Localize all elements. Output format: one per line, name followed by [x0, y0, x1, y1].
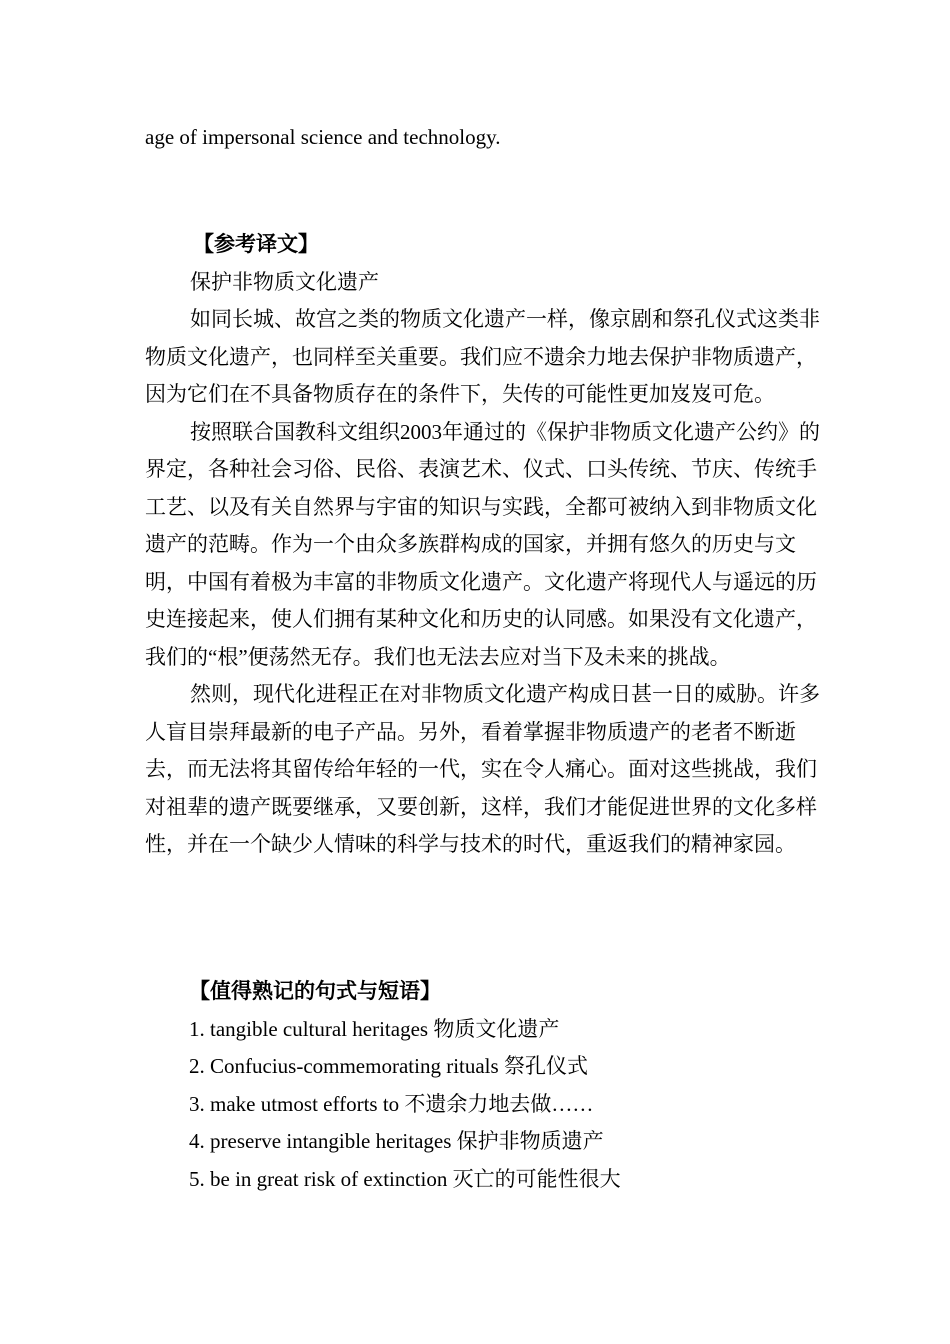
english-text-tail: age of impersonal science and technology. [145, 125, 501, 149]
phrase-item: 4. preserve intangible heritages 保护非物质遗产 [189, 1129, 604, 1153]
phrase-item: 2. Confucius-commemorating rituals 祭孔仪式 [189, 1054, 588, 1078]
phrase-item: 1. tangible cultural heritages 物质文化遗产 [189, 1016, 560, 1041]
translation-section [145, 226, 825, 864]
phrases-heading: 【值得熟记的句式与短语】 [189, 979, 441, 1003]
translation-heading: 【参考译文】 [193, 232, 319, 256]
translation-paragraph-1: 如同长城、故宫之类的物质文化遗产一样，像京剧和祭孔仪式这类非物质文化遗产，也同样至关重要。我们应不遗余力地去保护非物质遗产，因为它们在不具备物质存在的条件下，失传的可能性更加岌岌可危。 [145, 307, 820, 406]
translation-paragraph-3: 然则，现代化进程正在对非物质文化遗产构成日甚一日的威胁。许多人盲目崇拜最新的电子产品。另外，看着掌握非物质遗产的老者不断逝去，而无法将其留传给年轻的一代，实在令人痛心。面对这些挑战，我们对祖辈的遗产既要继承，又要创新，这样，我们才能促进世界的文化多样性，并在一个缺少人情味的科学与技术的时代，重返我们的精神家园。 [145, 682, 820, 856]
translation-title: 保护非物质文化遗产 [190, 269, 379, 294]
phrases-section [145, 973, 825, 1198]
phrase-item: 3. make utmost efforts to 不遗余力地去做…… [189, 1091, 594, 1116]
phrase-item: 5. be in great risk of extinction 灭亡的可能性很大 [189, 1166, 621, 1191]
translation-paragraph-2: 按照联合国教科文组织2003年通过的《保护非物质文化遗产公约》的界定，各种社会习俗、民俗、表演艺术、仪式、口头传统、节庆、传统手工艺、以及有关自然界与宇宙的知识与实践，全都可被纳入到非物质文化遗产的范畴。作为一个由众多族群构成的国家，并拥有悠久的历史与文明，中国有着极为丰富的非物质文化遗产。文化遗产将现代人与遥远的历史连接起来，使人们拥有某种文化和历史的认同感。如果没有文化遗产，我们的“根”便荡然无存。我们也无法去应对当下及未来的挑战。 [145, 419, 820, 669]
